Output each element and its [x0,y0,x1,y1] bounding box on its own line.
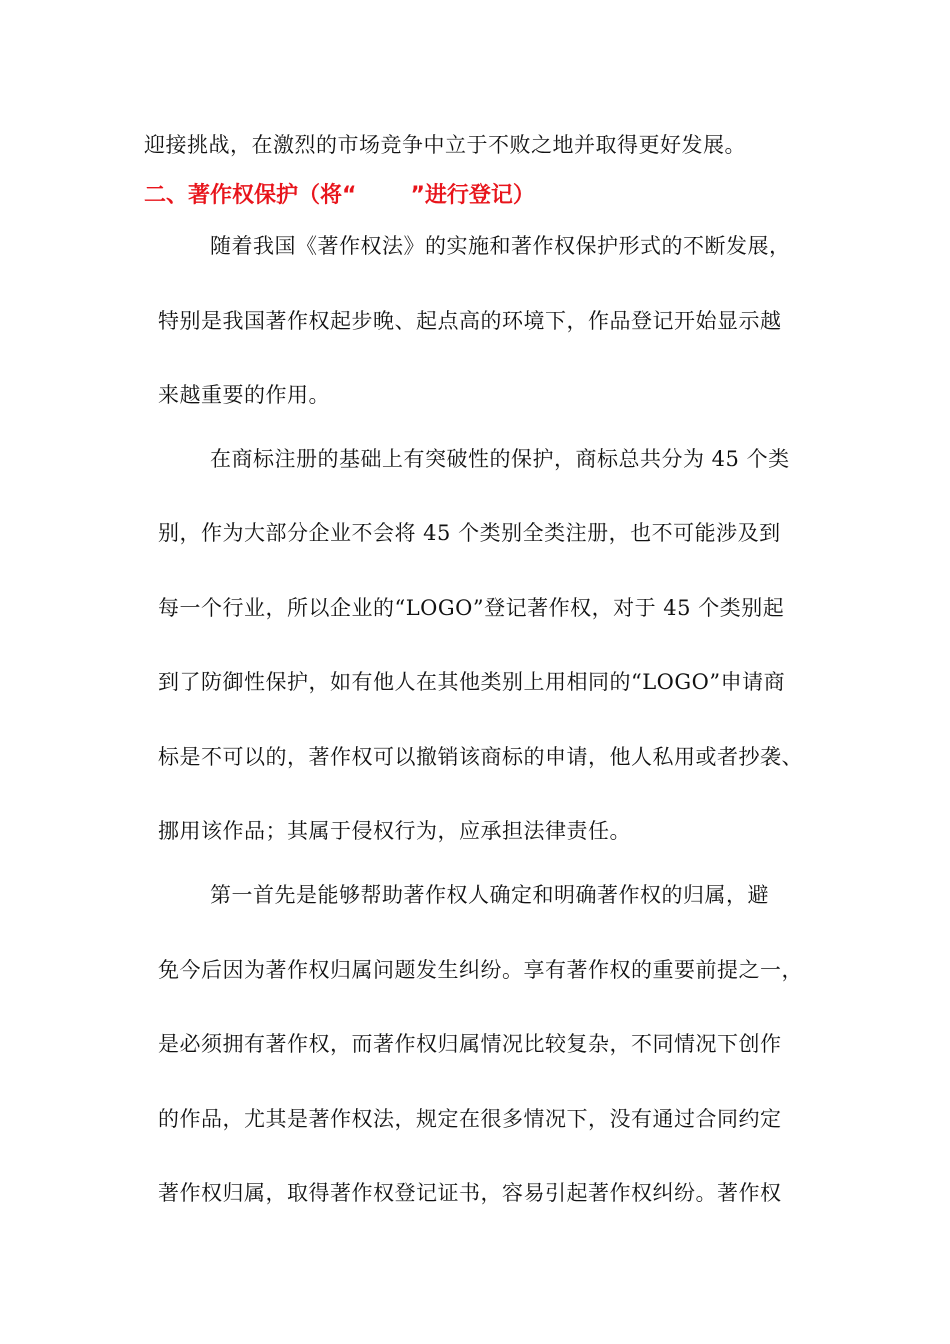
paragraph-1-line-2: 特别是我国著作权起步晚、起点高的环境下，作品登记开始显示越 [158,309,782,333]
paragraph-2-line-2: 别，作为大部分企业不会将 45 个类别全类注册，也不可能涉及到 [158,521,781,545]
paragraph-3-line-4: 的作品，尤其是著作权法，规定在很多情况下，没有通过合同约定 [158,1107,782,1131]
paragraph-3-line-1: 第一首先是能够帮助著作权人确定和明确著作权的归属，避 [210,883,769,907]
paragraph-3-line-2: 免今后因为著作权归属问题发生纠纷。享有著作权的重要前提之一， [158,958,803,982]
section-heading [144,181,535,211]
paragraph-1-line-3: 来越重要的作用。 [158,383,330,407]
intro-line: 迎接挑战，在激烈的市场竞争中立于不败之地并取得更好发展。 [144,133,746,157]
paragraph-2-line-3: 每一个行业，所以企业的“LOGO”登记著作权，对于 45 个类别起 [158,596,785,620]
paragraph-2-line-4: 到了防御性保护，如有他人在其他类别上用相同的“LOGO”申请商 [158,670,786,694]
paragraph-2-line-1: 在商标注册的基础上有突破性的保护，商标总共分为 45 个类 [210,447,790,471]
paragraph-3-line-5: 著作权归属，取得著作权登记证书，容易引起著作权纠纷。著作权 [158,1181,782,1205]
heading-prefix: 二、著作权保护（将“ [144,183,357,208]
paragraph-3-line-3: 是必须拥有著作权，而著作权归属情况比较复杂，不同情况下创作 [158,1032,782,1056]
paragraph-2-line-6: 挪用该作品；其属于侵权行为，应承担法律责任。 [158,819,631,843]
paragraph-1-line-1: 随着我国《著作权法》的实施和著作权保护形式的不断发展， [210,234,791,258]
heading-suffix: ”进行登记） [410,183,535,208]
paragraph-2-line-5: 标是不可以的，著作权可以撤销该商标的申请，他人私用或者抄袭、 [158,745,803,769]
